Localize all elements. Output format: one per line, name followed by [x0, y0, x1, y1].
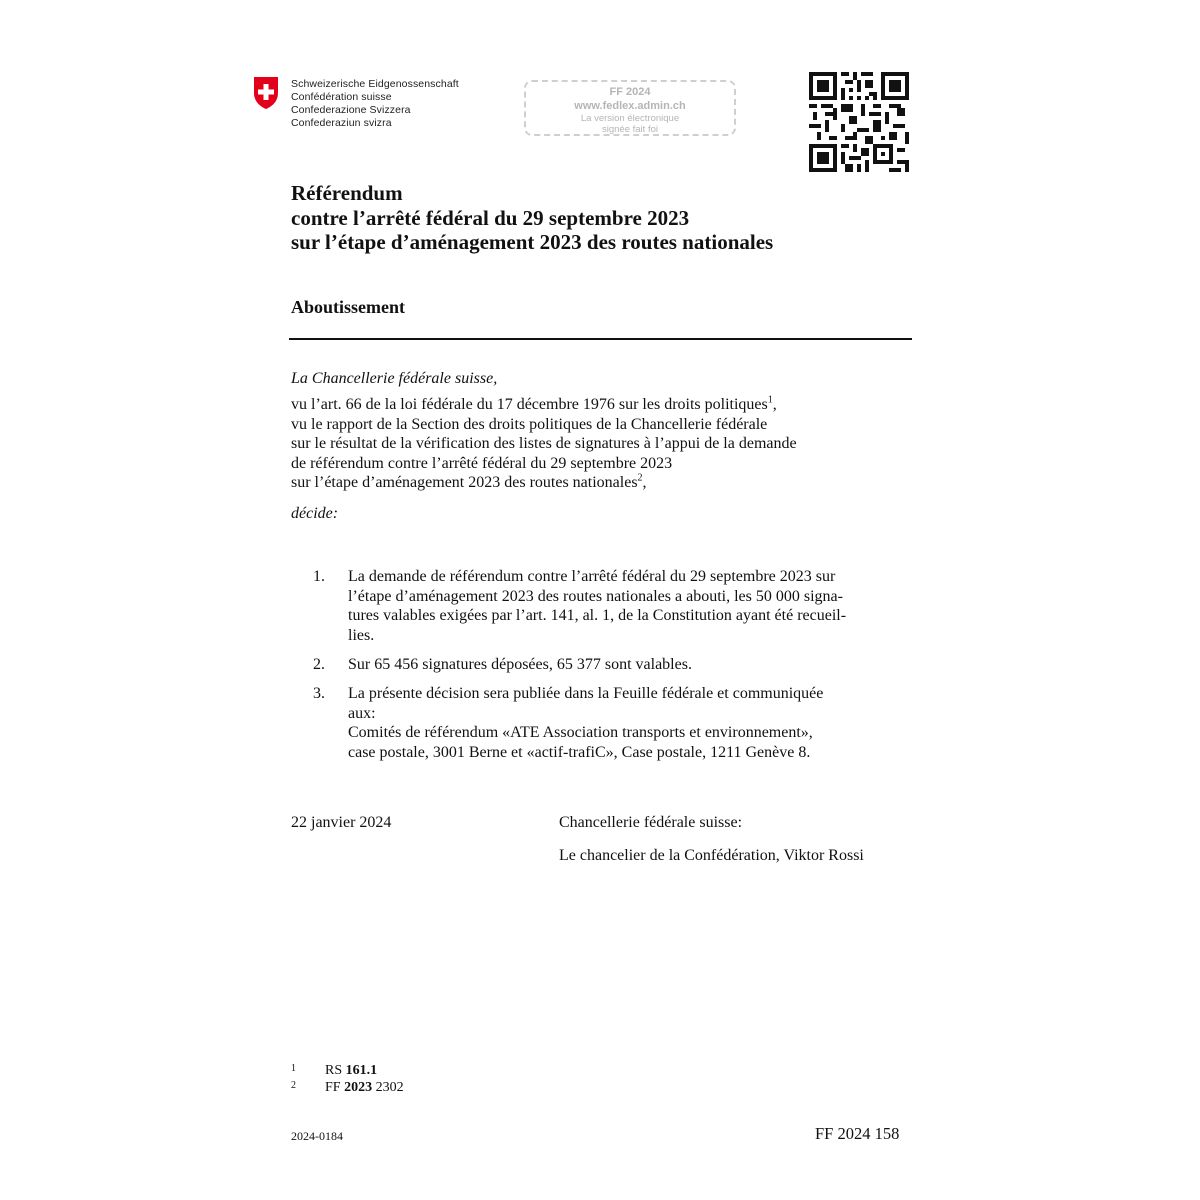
considerant-line: sur le résultat de la vérification des listes de signatures à l’appui de la demande — [291, 435, 797, 452]
confederation-name-it: Confederazione Svizzera — [291, 104, 411, 116]
stamp-ff-label: FF 2024 — [609, 86, 651, 98]
document-number: 2024-0184 — [291, 1129, 343, 1143]
footnote-ref-2[interactable]: 2 — [637, 472, 643, 484]
item-number: 2. — [313, 656, 325, 673]
footnote: 2 FF 2023 2302 — [291, 1080, 404, 1095]
title-line-3: sur l’étape d’aménagement 2023 des routes nationales — [291, 230, 774, 254]
page-reference: FF 2024 158 — [815, 1124, 900, 1143]
swiss-coat-of-arms-icon — [253, 76, 279, 110]
document-title — [291, 181, 773, 255]
item-number: 1. — [313, 568, 325, 585]
considerant-line: sur l’étape d’aménagement 2023 des routes nationales$^2$, — [291, 472, 647, 491]
footnote-number: 1 — [291, 1063, 296, 1074]
considerant-line: vu l’art. 66 de la loi fédérale du 17 décembre 1976 sur les droits politiques$^1$, — [291, 394, 777, 413]
title-divider — [289, 338, 912, 340]
item-number: 3. — [313, 685, 325, 702]
confederation-name-fr: Confédération suisse — [291, 91, 392, 103]
footnote-ref-1[interactable]: 1 — [767, 394, 773, 406]
stamp-url: www.fedlex.admin.ch — [574, 100, 686, 112]
electronic-version-stamp — [524, 80, 736, 136]
title-line-2: contre l’arrêté fédéral du 29 septembre 2023 — [291, 205, 690, 230]
confederation-names — [291, 78, 459, 130]
signatory-name: Le chancelier de la Confédération, Viktor Rossi — [559, 847, 864, 864]
item-text: La présente décision sera publiée dans la Feuille fédérale et communiquée aux: Comités de référendum «ATE Association transports et environnement», case postale, 3001 Berne et «actif-trafiC», Case postale, 1211 Genève 8. — [348, 685, 824, 761]
qr-code-icon — [809, 72, 909, 172]
stamp-note-2: signée fait foi — [602, 124, 658, 135]
document-subtitle: Aboutissement — [291, 297, 406, 317]
decision-intro: décide: — [291, 505, 339, 522]
stamp-note-1: La version électronique — [580, 113, 680, 124]
considerant-line: de référendum contre l’arrêté fédéral du 29 septembre 2023 — [291, 454, 673, 472]
footnote-number: 2 — [291, 1080, 296, 1091]
considerants — [291, 395, 797, 493]
footnote: 1 RS 161.1 — [291, 1063, 378, 1078]
item-text: Sur 65 456 signatures déposées, 65 377 sont valables. — [348, 656, 692, 673]
decision-date: 22 janvier 2024 — [291, 814, 392, 831]
confederation-name-rm: Confederaziun svizra — [291, 117, 392, 129]
title-line-1: Référendum — [291, 181, 403, 205]
item-text: La demande de référendum contre l’arrêté fédéral du 29 septembre 2023 sur l’étape d’aménagement 2023 des routes nationales a abouti, les 50 000 signa- tures valables exigées par l’art. 141, al. 1, de la Constitution ayant été recueil- lies. — [348, 568, 847, 644]
confederation-name-de: Schweizerische Eidgenossenschaft — [291, 78, 459, 90]
issuing-authority: La Chancellerie fédérale suisse, — [291, 370, 498, 387]
signatory-authority: Chancellerie fédérale suisse: — [559, 814, 743, 831]
considerant-line: vu le rapport de la Section des droits politiques de la Chancellerie fédérale — [291, 415, 768, 433]
